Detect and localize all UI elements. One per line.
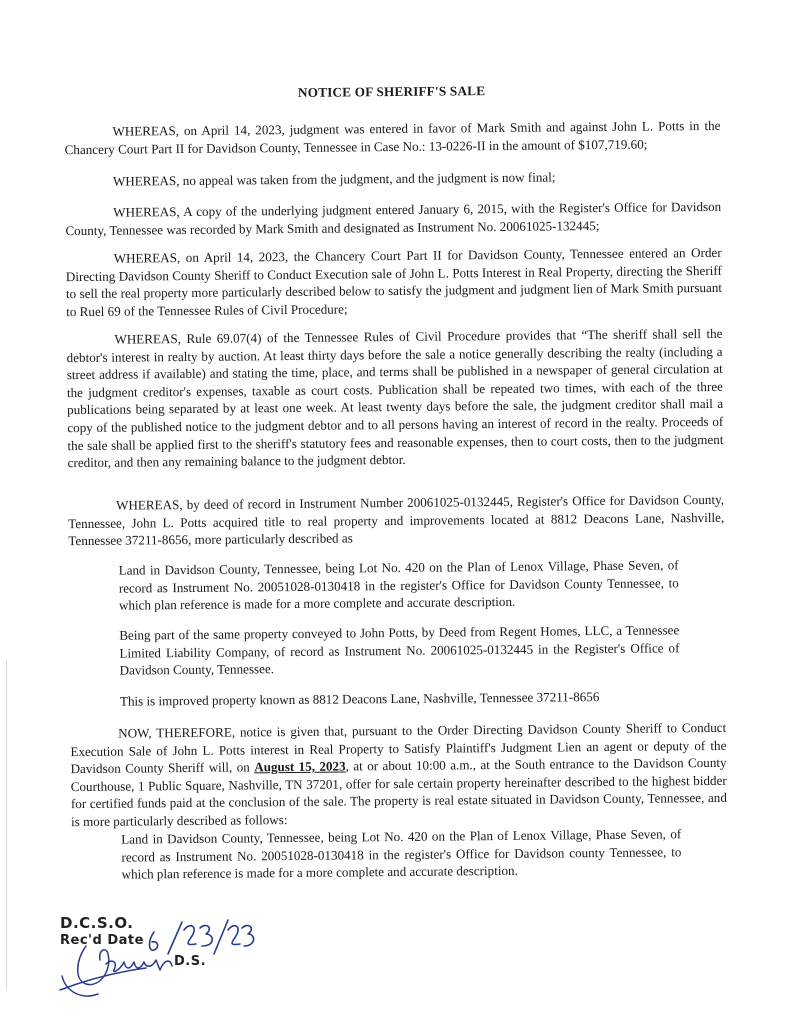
handwritten-date [150,920,254,954]
paragraph-text: WHEREAS, by deed of record in Instrument Number 20061025-0132445, Register's Office for Davidson County, Tennessee, John L. Potts acquired title to real property and improvements located at 8812 Deacons Lane, Nashville, Tennessee 37211-8656, more particularly described as [68,491,725,549]
paragraph-underlying-judgment [65,198,721,239]
paragraph-text: WHEREAS, A copy of the underlying judgment entered January 6, 2015, with the Register's Office for Davidson County, Tennessee was recorded by Mark Smith and designated as Instrument No. 20061025-132445; [65,198,722,238]
paragraph-now-therefore [70,719,727,831]
paragraph-deed [68,491,724,550]
stamp-suffix: D.S. [174,954,207,969]
stamp-received-label: Rec'd Date [60,933,144,948]
paragraph-text: NOW, THEREFORE, notice is given that, pursuant to the Order Directing Davidson County Sheriff to Conduct Execution Sale of John L. Potts interest in Real Property to Satisfy Plaintiff's Judgment Lien an agent or deputy of the Davidson County Sheriff will, on [70,719,727,777]
handwritten-signature [56,910,256,1000]
signature-scribble [60,946,172,996]
legal-description-1: Land in Davidson County, Tennessee, being Lot No. 420 on the Plan of Lenox Village, Phase Seven, of record as Instrument No. 20051028-0130418 in the register's Office for Davidson County Tennessee, to which plan reference is made for a more complete and accurate description. [118,557,679,613]
paragraph-text: WHEREAS, on April 14, 2023, judgment was entered in favor of Mark Smith and against John L. Potts in the Chancery Court Part II for Davidson County, Tennessee in Case No.: 13-0226-II in the amount of $107,719.60; [64,117,721,157]
paragraph-text: WHEREAS, Rule 69.07(4) of the Tennessee Rules of Civil Procedure provides that “The sheriff shall sell the debtor's interest in realty by auction. At least thirty days before the sale a notice generally describing the realty (including a street address if available) and stating the time, place, and terms shall be published in a newspaper of general circulation at the judgment creditor's expenses, taxable as court costs. Publication shall be repeated two times, with each of the three publications being separated by at least one week. At least twenty days before the sale, the judgment creditor shall mail a copy of the published notice to the judgment debtor and to all persons having an interest of record in the realty. Proceeds of the sale shall be applied first to the sheriff's statutory fees and reasonable expenses, then to court costs, then to the judgment creditor, and then any remaining balance to the judgment debtor. [66,325,724,471]
paragraph-text: WHEREAS, no appeal was taken from the judgment, and the judgment is now final; [112,169,556,189]
received-stamp [56,910,256,1000]
notice-title: NOTICE OF SHERIFF'S SALE [297,83,486,100]
scan-edge-line [6,660,7,990]
paragraph-order [66,244,723,321]
stamp-office: D.C.S.O. [60,914,134,932]
paragraph-text: WHEREAS, on April 14, 2023, the Chancery Court Part II for Davidson County, Tennessee entered an Order Directing Davidson County Sheriff to Conduct Execution sale of John L. Potts Interest in Real Property, directing the Sheriff to sell the real property more particularly described below to satisfy the judgment and judgment lien of Mark Smith pursuant to Ruel 69 of the Tennessee Rules of Civil Procedure; [65,244,723,319]
paragraph-no-appeal [65,167,721,191]
sale-date: August 15, 2023 [254,758,346,775]
legal-description-2: Land in Davidson County, Tennessee, being Lot No. 420 on the Plan of Lenox Village, Phase Seven, of record as Instrument No. 20051028-0130418 in the register's Office for Davidson county Tennessee, to which plan reference is made for a more complete and accurate description. [121,826,682,882]
property-address: This is improved property known as 8812 Deacons Lane, Nashville, Tennessee 37211-8656 [119,689,600,709]
paragraph-judgment [64,117,720,158]
paragraph-rule-69 [66,325,723,472]
prior-conveyance: Being part of the same property conveyed to John Potts, by Deed from Regent Homes, LLC, a Tennessee Limited Liability Company, of record as Instrument No. 20061025-0132445 in the Register's Office of Davidson County, Tennessee. [119,622,680,678]
paragraph-text: , at or about 10:00 a.m., at the South entrance to the Davidson County Courthouse, 1 Public Square, Nashville, TN 37201, offer for sale certain property hereinafter described to the highest bidder for certified funds paid at the conclusion of the sale. The property is real estate situated in Davidson County, Tennessee, and is more particularly described as follows: [70,755,727,830]
